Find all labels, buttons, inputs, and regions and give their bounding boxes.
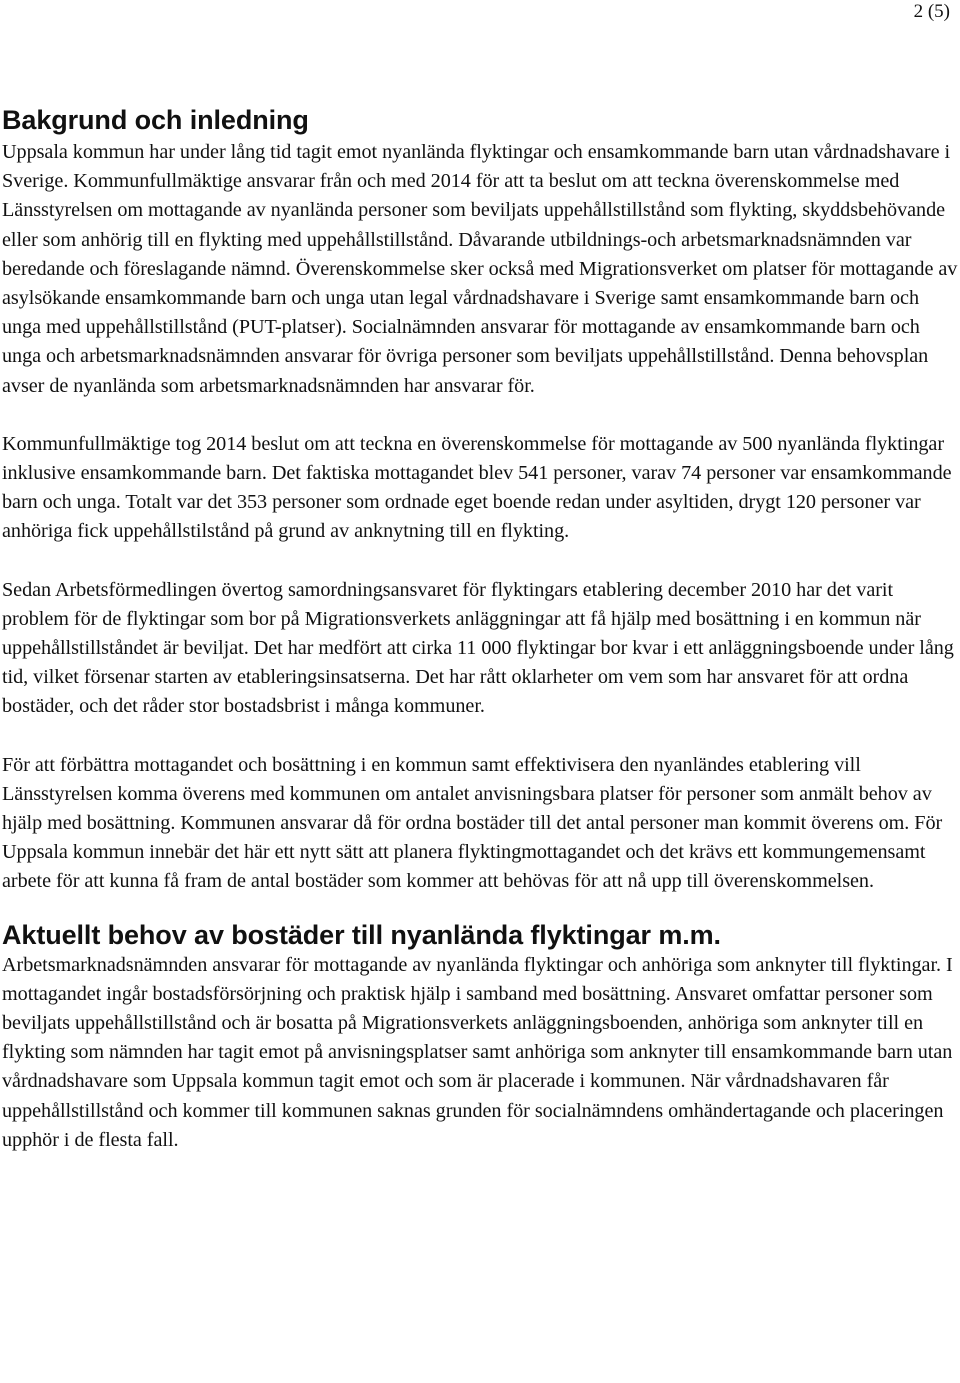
section-heading-bakgrund: Bakgrund och inledning bbox=[2, 105, 309, 135]
paragraph-aktuellt-behov-1: Arbetsmarknadsnämnden ansvarar för mottagande av nyanlända flyktingar och anhöriga som anknyter till flyktingar. I mottagandet ingår bostadsförsörjning och praktisk hjälp i samband med bosättning. Ansvaret omfattar personer som beviljats uppehållstillstånd och är bosatta på Migrationsverkets anläggningsboenden, anhöriga som anknyter till en flykting som nämnden har tagit emot på anvisningsplatser samt anhöriga som anknyter till ensamkommande barn utan vårdnadshavare som Uppsala kommun tagit emot och som är placerade i kommunen. När vårdnadshavaren får uppehållstillstånd och kommer till kommunen saknas grunden för socialnämndens omhändertagande och placeringen upphör i de flesta fall. bbox=[2, 953, 953, 1151]
page-number: 2 (5) bbox=[913, 1, 950, 22]
paragraph-bakgrund-4: För att förbättra mottagandet och bosättning i en kommun samt effektivisera den nyanländes etablering vill Länsstyrelsen komma överens med kommunen om antalet anvisningsbara platser för personer som anmält behov av hjälp med bosättning. Kommunen ansvarar då för ordna bostäder till det antal personer man kommit överens om. För Uppsala kommun innebär det här ett nytt sätt att planera flyktingmottagandet och det krävs ett kommungemensamt arbete för att kunna få fram de antal bostäder som kommer att behövas för att nå upp till överenskommelsen. bbox=[2, 753, 943, 893]
document-body bbox=[2, 104, 958, 1155]
section-heading-aktuellt-behov: Aktuellt behov av bostäder till nyanlända flyktingar m.m. bbox=[2, 919, 721, 950]
paragraph-bakgrund-3: Sedan Arbetsförmedlingen övertog samordningsansvaret för flyktingars etablering december 2010 har det varit problem för de flyktingar som bor på Migrationsverkets anläggningar att få hjälp med bosättning i en kommun när uppehållstillståndet är beviljat. Det har medfört att cirka 11 000 flyktingar bor kvar i ett anläggningsboende under lång tid, vilket försenar starten av etableringsinsatserna. Det har rått oklarheter om vem som har ansvaret för att ordna bostäder, och det råder stor bostadsbrist i många kommuner. bbox=[2, 578, 954, 718]
paragraph-bakgrund-2: Kommunfullmäktige tog 2014 beslut om att teckna en överenskommelse för mottagande av 500 nyanlända flyktingar inklusive ensamkommande barn. Det faktiska mottagandet blev 541 personer, varav 74 personer var ensamkommande barn och unga. Totalt var det 353 personer som ordnade eget boende redan under asyltiden, drygt 120 personer var anhöriga fick uppehållstilstånd på grund av anknytning till en flykting. bbox=[2, 432, 952, 543]
paragraph-bakgrund-1: Uppsala kommun har under lång tid tagit emot nyanlända flyktingar och ensamkommande barn utan vårdnadshavare i Sverige. Kommunfullmäktige ansvarar från och med 2014 för att ta beslut om att teckna överenskommelse med Länsstyrelsen om mottagande av nyanlända personer som beviljats uppehållstillstånd som flykting, skyddsbehövande eller som anhörig till en flykting med uppehållstillstånd. Dåvarande utbildnings-och arbetsmarknadsnämnden var beredande och föreslagande nämnd. Överenskommelse sker också med Migrationsverket om platser för mottagande av asylsökande ensamkommande barn och unga utan legal vårdnadshavare i Sverige samt ensamkommande barn och unga med uppehållstillstånd (PUT-platser). Socialnämnden ansvarar för mottagande av ensamkommande barn och unga och arbetsmarknadsnämnden ansvarar för övriga personer som beviljats uppehållstillstånd. Denna behovsplan avser de nyanlända som arbetsmarknadsnämnden har ansvarar för. bbox=[2, 141, 958, 397]
